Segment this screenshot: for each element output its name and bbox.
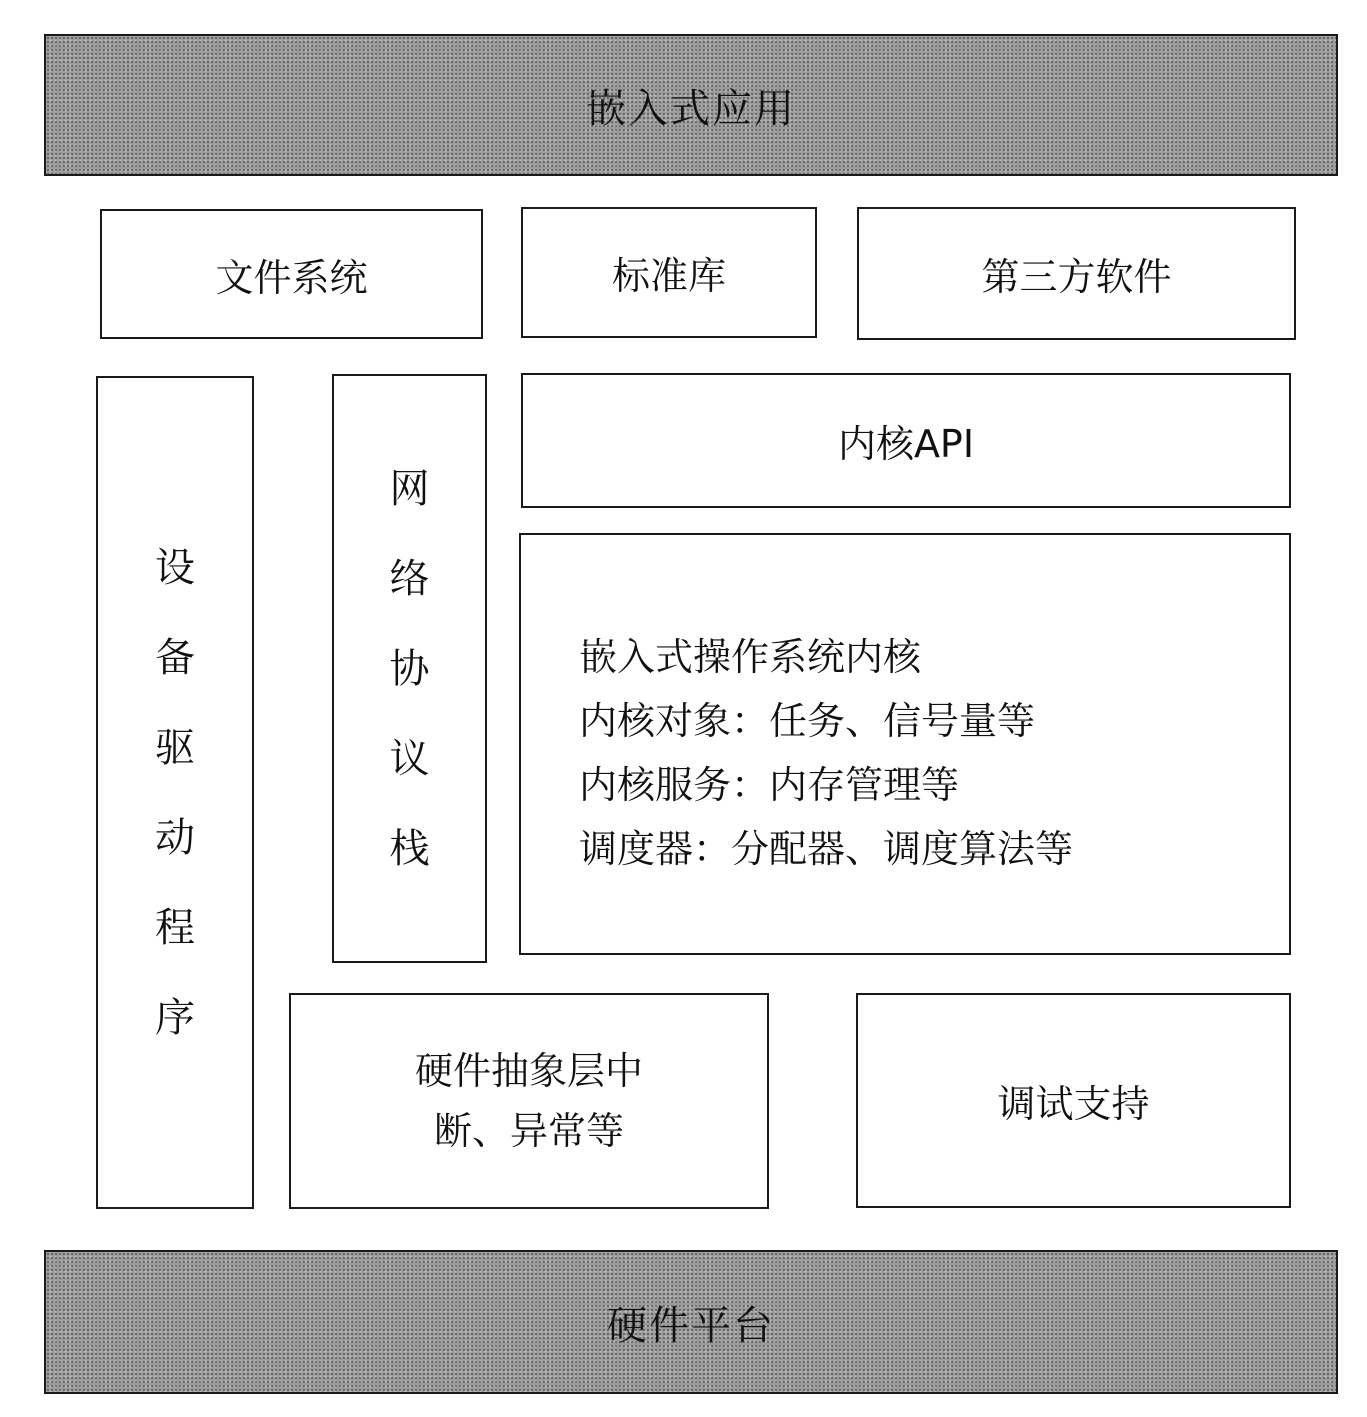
device-driver-char: 动 bbox=[155, 814, 195, 861]
device-driver-char: 程 bbox=[155, 904, 195, 951]
kernel-api-label: 内核API bbox=[837, 422, 975, 466]
hardware-platform-label: 硬件平台 bbox=[607, 1302, 775, 1349]
network-stack-box bbox=[332, 374, 487, 963]
hal-line-1: 硬件抽象层中 bbox=[414, 1049, 643, 1093]
network-stack-char: 协 bbox=[389, 645, 430, 692]
network-stack-char: 议 bbox=[389, 735, 430, 782]
network-stack-char: 栈 bbox=[389, 825, 430, 872]
kernel-line-scheduler: 调度器：分配器、调度算法等 bbox=[579, 827, 1074, 871]
embedded-application-layer bbox=[44, 34, 1338, 176]
hardware-abstraction-layer-box bbox=[289, 993, 769, 1209]
hardware-platform-layer bbox=[44, 1250, 1338, 1394]
standard-library-label: 标准库 bbox=[611, 254, 726, 298]
kernel-line-services: 内核服务：内存管理等 bbox=[579, 763, 960, 807]
third-party-software-label: 第三方软件 bbox=[981, 255, 1172, 299]
third-party-software-box bbox=[857, 207, 1296, 340]
device-driver-char: 设 bbox=[155, 544, 195, 591]
kernel-line-objects: 内核对象：任务、信号量等 bbox=[579, 699, 1036, 743]
os-kernel-text bbox=[579, 625, 1073, 881]
os-kernel-box bbox=[519, 533, 1291, 955]
embedded-application-label: 嵌入式应用 bbox=[586, 85, 796, 132]
device-driver-char: 备 bbox=[155, 634, 195, 681]
network-stack-char: 网 bbox=[389, 465, 430, 512]
kernel-line-title: 嵌入式操作系统内核 bbox=[579, 635, 922, 679]
hal-line-2: 断、异常等 bbox=[433, 1109, 624, 1153]
file-system-box bbox=[100, 209, 483, 339]
device-driver-box bbox=[96, 376, 254, 1209]
kernel-api-box bbox=[521, 373, 1291, 508]
file-system-label: 文件系统 bbox=[215, 255, 368, 300]
device-driver-char: 序 bbox=[155, 994, 195, 1041]
standard-library-box bbox=[521, 207, 817, 338]
debug-support-label: 调试支持 bbox=[997, 1082, 1150, 1126]
network-stack-char: 络 bbox=[389, 555, 430, 602]
debug-support-box bbox=[856, 993, 1291, 1208]
device-driver-char: 驱 bbox=[155, 724, 195, 771]
